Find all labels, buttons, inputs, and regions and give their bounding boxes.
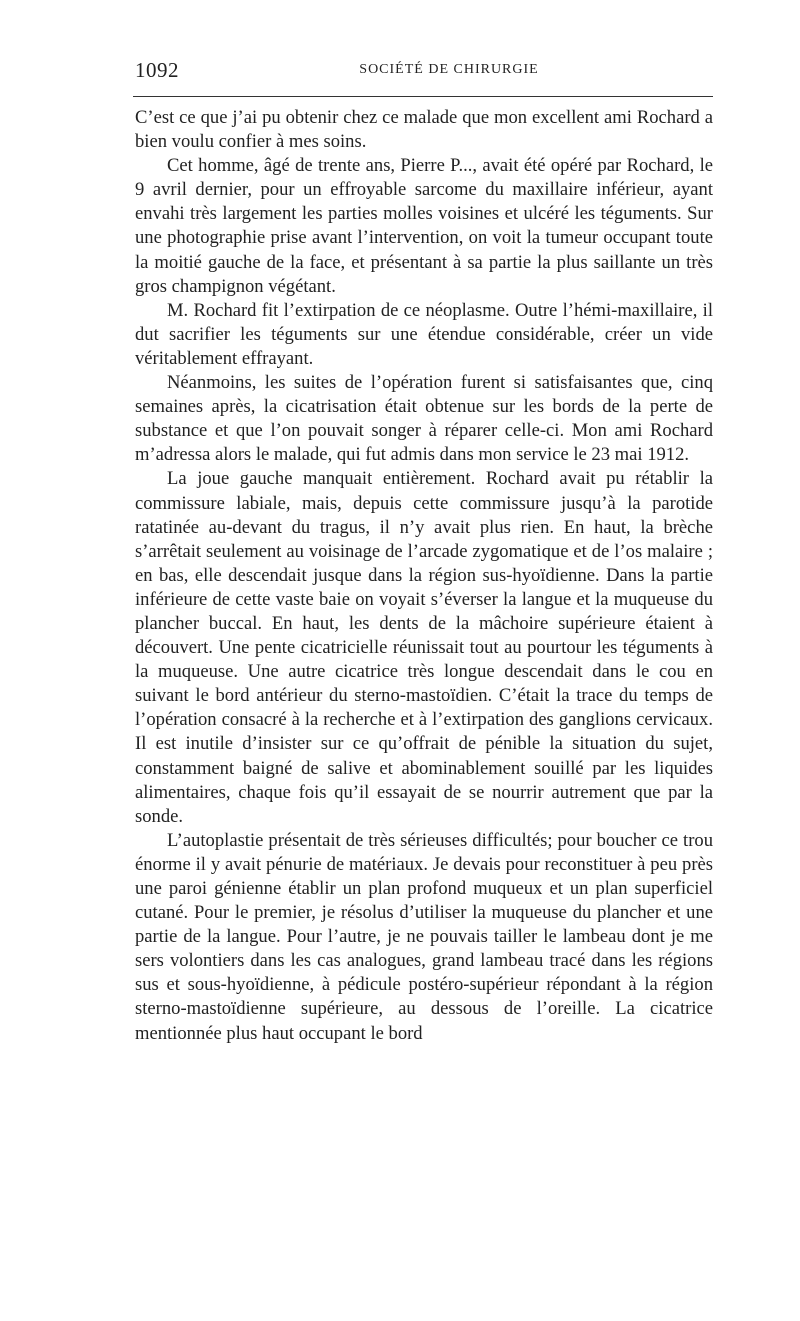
- paragraph-wound-description: La joue gauche manquait entièrement. Rochard avait pu rétablir la commissure labiale, mais, depuis cette commissure jusqu’à la parotide ratatinée au-devant du tragus, il n’y avait plus rien. En haut, la brèche s’arrêtait seulement au voisinage de l’arcade zygomatique et de l’os malaire ; en bas, elle descendait jusque dans la région sus-hyoïdienne. Dans la partie inférieure de cette vaste baie on voyait s’éverser la langue et la muqueuse du plancher buccal. En haut, les dents de la mâchoire supérieure étaient à découvert. Une pente cicatricielle réunissait tout au pourtour les téguments à la muqueuse. Une autre cicatrice très longue descendait dans le cou en suivant le bord antérieur du sterno-mastoïdien. C’était la trace du temps de l’opération consacré à la recherche et à l’extirpation des ganglions cervicaux. Il est inutile d’insister sur ce qu’offrait de pénible la situation du sujet, constamment baigné de salive et abominablement souillé par les liquides alimentaires, chaque fois qu’il essayait de se nourrir autrement que par la sonde.: [135, 468, 713, 827]
- paragraph-recovery: Néanmoins, les suites de l’opération furent si satisfaisantes que, cinq semaines après, la cicatrisation était obtenue sur les bords de la perte de substance et que l’on pouvait songer à réparer celle-ci. Mon ami Rochard m’adressa alors le malade, qui fut admis dans mon service le 23 mai 1912.: [135, 372, 713, 466]
- paragraph-continuation: C’est ce que j’ai pu obtenir chez ce malade que mon excellent ami Rochard a bien voulu confier à mes soins.: [135, 107, 713, 153]
- page-header: [135, 58, 713, 84]
- running-title: SOCIÉTÉ DE CHIRURGIE: [359, 62, 539, 77]
- header-rule: [133, 96, 713, 97]
- paragraph-extirpation: M. Rochard fit l’extirpation de ce néoplasme. Outre l’hémi-maxillaire, il dut sacrifier les téguments sur une étendue considérable, créer un vide véritablement effrayant.: [135, 299, 713, 369]
- paragraph-autoplasty: L’autoplastie présentait de très sérieuses difficultés; pour boucher ce trou énorme il y avait pénurie de matériaux. Je devais pour reconstituer à peu près une paroi génienne établir un plan profond muqueux et un plan superficiel cutané. Pour le premier, je résolus d’utiliser la muqueuse du plancher et une partie de la langue. Pour l’autre, je ne pouvais tailler le lambeau dont je me sers volontiers dans les cas analogues, grand lambeau tracé dans les régions sus et sous-hyoïdienne, à pédicule postéro-supérieur répondant à la région sterno-mastoïdienne supérieure, au dessous de l’oreille. La cicatrice mentionnée plus haut occupant le bord: [135, 829, 713, 1044]
- body-text: [135, 106, 713, 1046]
- paragraph-patient-history: Cet homme, âgé de trente ans, Pierre P..., avait été opéré par Rochard, le 9 avril dernier, pour un effroyable sarcome du maxillaire inférieur, ayant envahi très largement les parties molles voisines et ulcéré les téguments. Sur une photographie prise avant l’intervention, on voit la tumeur occupant toute la moitié gauche de la face, et présentant à sa partie la plus saillante un très gros champignon végétant.: [135, 155, 713, 297]
- page-number: 1092: [135, 58, 179, 82]
